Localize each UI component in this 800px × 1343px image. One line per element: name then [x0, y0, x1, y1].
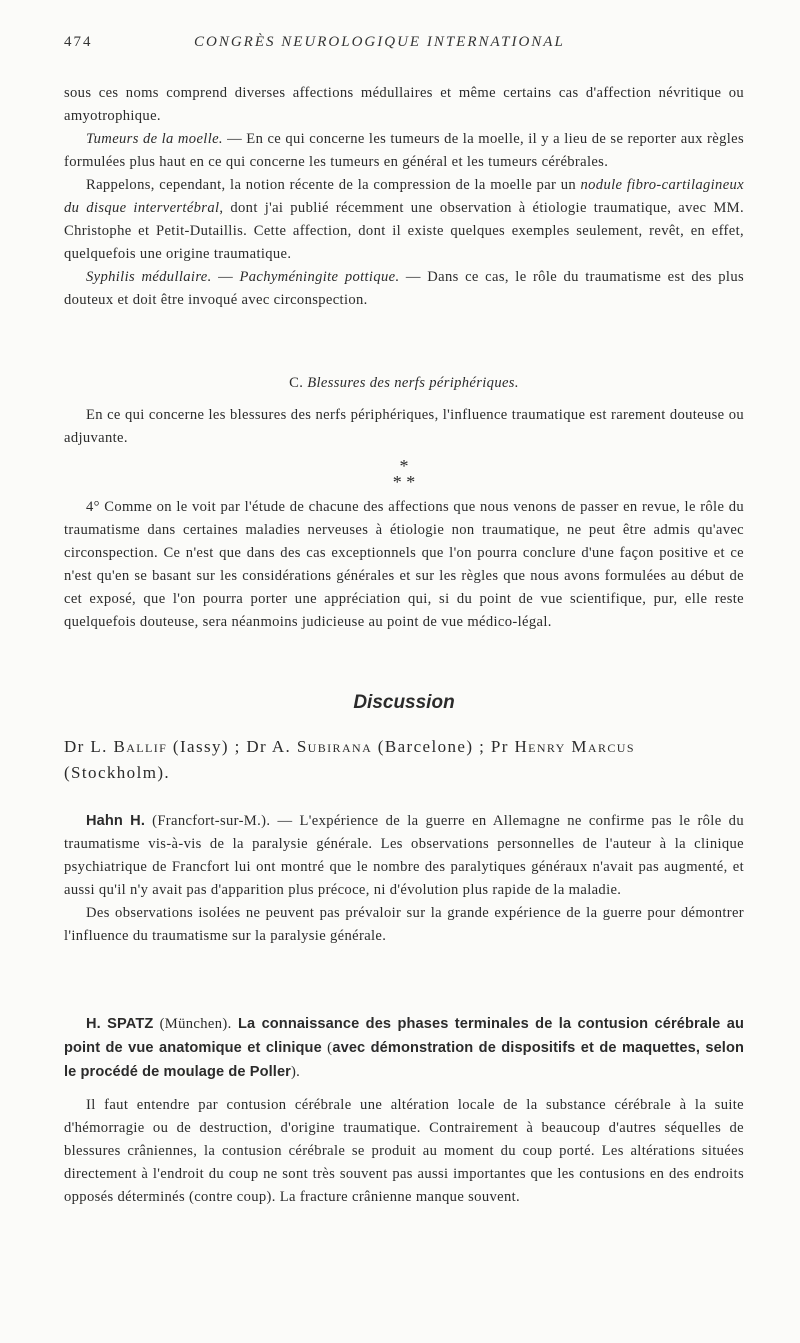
tumeurs-text: — En ce qui concerne les tumeurs de la moelle, il y a lieu de se reporter aux règles formulées plus haut en ce qui concerne les tumeurs en général et les tumeurs cérébrales.	[64, 131, 744, 170]
paragraph-tumeurs	[64, 128, 744, 174]
place-3: (Stockholm).	[64, 763, 171, 782]
star-top: *	[399, 456, 409, 476]
name-marcus: Henry Marcus	[514, 737, 635, 756]
hahn-place: (Francfort-sur-M.).	[144, 813, 271, 829]
running-title: CONGRÈS NEUROLOGIQUE INTERNATIONAL	[194, 34, 565, 50]
syphilis-text: — Dans ce cas, le rôle du traumatisme est des plus douteux et doit être invoqué avec circonspection.	[64, 269, 745, 308]
spatz-paren-open: (	[327, 1040, 333, 1056]
stars-divider	[64, 458, 744, 490]
paragraph-conclusion: 4° Comme on le voit par l'étude de chacune des affections que nous venons de passer en revue, le rôle du traumatisme dans certaines maladies nerveuses à étiologie non traumatique, ne peut être admis qu'avec circonspection. Ce n'est que dans des cas exceptionnels que l'on pourra conclure d'une façon positive et ce n'est qu'en se basant sur les considérations générales et sur les règles que nous avons formulées au début de cet exposé, que l'on pourra porter une appréciation qui, si du point de vue scientifique, pur, elle reste quelquefois douteuse, sera néanmoins judicieuse au point de vue médico-légal.	[64, 499, 744, 630]
spatz-title-a: La connaissance des phases terminales de la contusion cérébrale au point de vue anatomique et clinique	[64, 1016, 744, 1056]
page-number: 474	[64, 34, 93, 50]
participants-line	[64, 734, 744, 786]
initial-1: L.	[84, 737, 114, 756]
heading-syphilis: Syphilis médullaire.	[86, 269, 212, 285]
participants	[64, 734, 744, 786]
spatz-paren-close: ).	[290, 1064, 301, 1080]
title-dr-2: Dr	[246, 737, 268, 756]
hahn-text: — L'expérience de la guerre en Allemagne ne confirme pas le rôle du traumatisme vis-à-vis de la paralysie générale. Les observations personnelles de l'auteur à la clinique psychiatrique de Francfort lui ont montré que le nombre des paralytiques généraux n'avait pas augmenté, et aussi qu'il n'y avait pas d'apparition plus précoce, ni d'évolution plus rapide de la maladie.	[64, 813, 744, 898]
title-pr-3: Pr	[490, 737, 509, 756]
spatz-place: (München).	[153, 1016, 232, 1032]
paragraph-spatz-body: Il faut entendre par contusion cérébrale une altération locale de la substance cérébrale à la suite d'hémorragie ou de destruction, d'origine traumatique. Contrairement à beaucoup d'autres séquelles de blessures crâniennes, la contusion cérébrale se produit au moment du coup porté. Les altérations situées directement à l'endroit du coup ne sont très souvent pas aussi importantes que les contusions en des endroits opposés déterminés (contre coup). La fracture crânienne manque souvent.	[64, 1097, 744, 1205]
paragraph-nerfs: En ce qui concerne les blessures des nerfs périphériques, l'influence traumatique est rarement douteuse ou adjuvante.	[64, 407, 744, 446]
section-c-heading	[64, 372, 744, 395]
paragraph-hahn-2: Des observations isolées ne peuvent pas prévaloir sur la grande expérience de la guerre pour démontrer l'influence du traumatisme sur la paralysie générale.	[64, 905, 744, 944]
heading-tumeurs: Tumeurs de la moelle.	[86, 131, 223, 147]
running-head	[64, 34, 744, 56]
section-c-prefix: C.	[289, 375, 308, 391]
name-ballif: Ballif	[113, 737, 168, 756]
discussion-heading-wrap	[64, 692, 744, 714]
syphilis-sep: —	[211, 269, 240, 285]
rappelons-italic: nodule fibro-cartilagineux du disque intervertébral	[64, 177, 744, 216]
conclusion	[64, 496, 744, 634]
initial-2: A.	[267, 737, 297, 756]
author-hahn: Hahn H.	[86, 813, 145, 829]
section-c	[64, 372, 744, 450]
star-bottom: * *	[392, 472, 416, 492]
author-spatz: H. SPATZ	[86, 1016, 154, 1032]
paragraph-continuation: sous ces noms comprend diverses affections médullaires et même certains cas d'affection névritique ou amyotrophique.	[64, 85, 744, 124]
place-2: (Barcelone) ;	[372, 737, 491, 756]
heading-pachymeningite: Pachyméningite pottique.	[239, 269, 400, 285]
paragraph-rappelons	[64, 174, 744, 266]
rappelons-before: Rappelons, cependant, la notion récente de la compression de la moelle par un	[86, 177, 581, 193]
discussion-title: Discussion	[353, 692, 455, 713]
paragraph-syphilis	[64, 266, 744, 312]
paragraph-spatz-title	[64, 1012, 744, 1084]
hahn-block	[64, 810, 744, 948]
body-top	[64, 82, 744, 312]
place-1: (Iassy) ;	[167, 737, 247, 756]
spatz-block	[64, 1012, 744, 1209]
title-dr-1: Dr	[64, 737, 85, 756]
name-subirana: Subirana	[296, 737, 373, 756]
rappelons-after: , dont j'ai publié récemment une observation à étiologie traumatique, avec MM. Christophe et Petit-Dutaillis. Cette affection, dont il existe quelques exemples seulement, revêt, en effet, quelquefois une origine traumatique.	[64, 200, 745, 262]
section-c-title: Blessures des nerfs périphériques.	[307, 375, 519, 391]
spatz-title-b: avec démonstration de dispositifs et de maquettes, selon le procédé de moulage de Poller	[64, 1040, 744, 1080]
paragraph-hahn	[64, 810, 744, 902]
